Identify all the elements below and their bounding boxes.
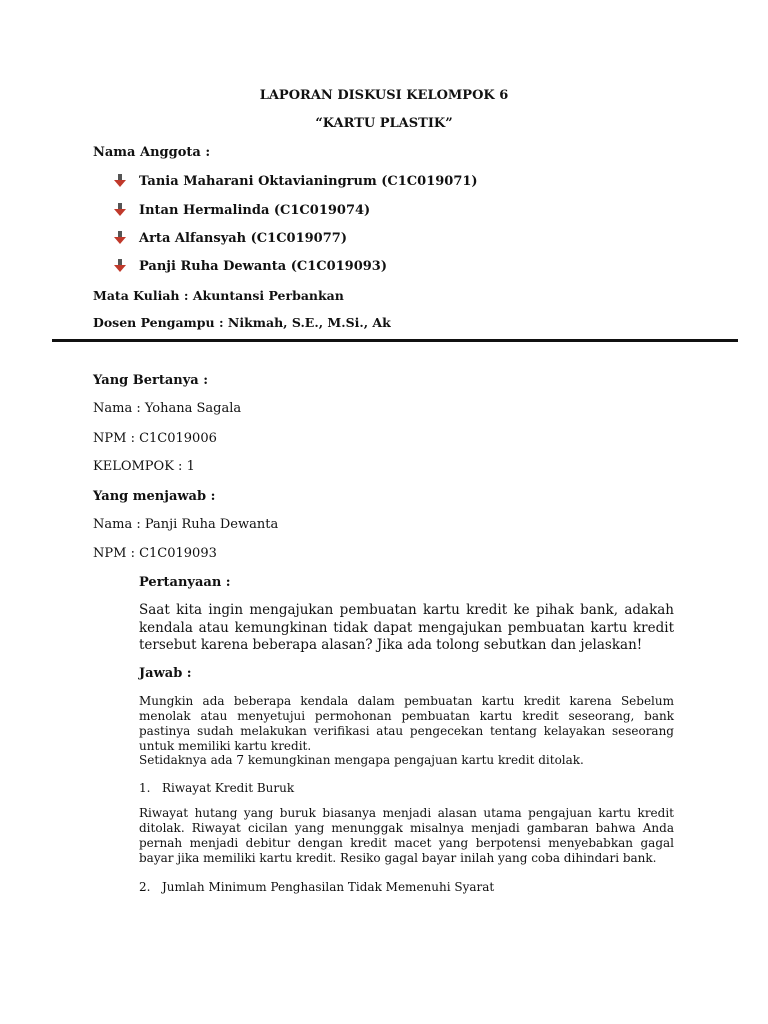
arrow-bullet-icon [114, 174, 126, 188]
course-info: Mata Kuliah : Akuntansi Perbankan [93, 288, 344, 303]
members-label: Nama Anggota : [93, 145, 211, 160]
member-name: Panji Ruha Dewanta (C1C019093) [139, 259, 388, 274]
document-title: LAPORAN DISKUSI KELOMPOK 6 [259, 88, 509, 103]
arrow-bullet-icon [114, 203, 126, 217]
document-subtitle: “KARTU PLASTIK” [315, 116, 453, 131]
lecturer-info: Dosen Pengampu : Nikmah, S.E., M.Si., Ak [93, 315, 391, 330]
member-name: Intan Hermalinda (C1C019074) [139, 203, 371, 218]
answer-intro: Mungkin ada beberapa kendala dalam pembuatan kartu kredit karena Sebelum menolak atau menyetujui permohonan pembuatan kartu kredit seseorang, bank pastinya sudah melakukan verifikasi atau pengecekan tentang kelayakan seseorang untuk memiliki kartu kredit. [139, 694, 674, 753]
answerer-label: Yang menjawab : [93, 489, 216, 504]
header-divider [52, 339, 738, 342]
answer-label: Jawab : [139, 666, 192, 681]
reason-title: Riwayat Kredit Buruk [162, 781, 295, 795]
reason-text: Riwayat hutang yang buruk biasanya menjadi alasan utama pengajuan kartu kredit ditolak. Riwayat cicilan yang menunggak misalnya menjadi gambaran bahwa Anda pernah menjadi debitur dengan kredit macet yang berpotensi menyebabkan gagal bayar jika memiliki kartu kredit. Resiko gagal bayar inilah yang coba dihindari bank. [139, 806, 674, 865]
member-name: Arta Alfansyah (C1C019077) [139, 231, 347, 246]
reason-title: Jumlah Minimum Penghasilan Tidak Memenuhi Syarat [162, 880, 495, 894]
question-text: Saat kita ingin mengajukan pembuatan kartu kredit ke pihak bank, adakah kendala atau kemungkinan tidak dapat mengajukan pembuatan kartu kredit tersebut karena beberapa alasan? Jika ada tolong sebutkan dan jelaskan! [139, 602, 674, 653]
member-name: Tania Maharani Oktavianingrum (C1C019071) [139, 174, 478, 189]
reason-number: 2. [139, 880, 151, 894]
asker-npm: NPM : C1C019006 [93, 431, 217, 446]
answerer-name: Nama : Panji Ruha Dewanta [93, 517, 279, 532]
asker-name: Nama : Yohana Sagala [93, 401, 242, 416]
answerer-npm: NPM : C1C019093 [93, 546, 217, 561]
asker-group: KELOMPOK : 1 [93, 459, 195, 474]
answer-summary: Setidaknya ada 7 kemungkinan mengapa pengajuan kartu kredit ditolak. [139, 753, 584, 767]
arrow-bullet-icon [114, 259, 126, 273]
asker-label: Yang Bertanya : [93, 373, 209, 388]
question-label: Pertanyaan : [139, 575, 231, 590]
arrow-bullet-icon [114, 231, 126, 245]
reason-number: 1. [139, 781, 151, 795]
